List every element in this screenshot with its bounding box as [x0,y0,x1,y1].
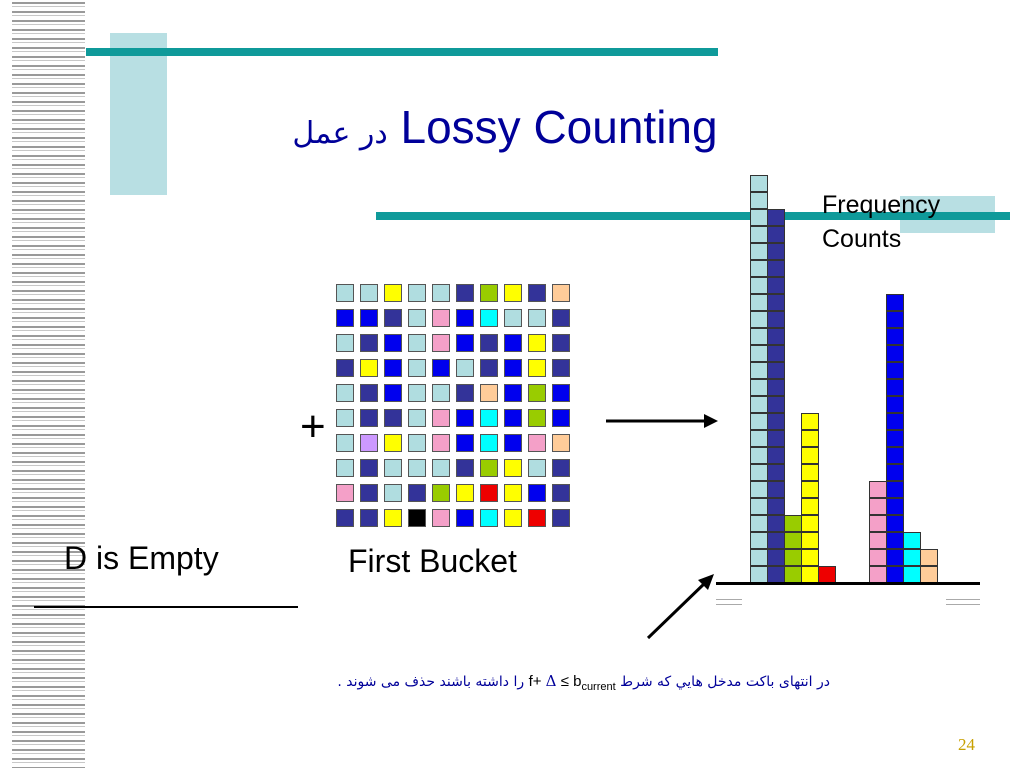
first-bucket-label: First Bucket [348,543,517,579]
bucket-cell-light [336,384,354,402]
bucket-cell-navy [552,334,570,352]
count-block [784,515,802,532]
bucket-cell-light [432,459,450,477]
count-block [767,379,785,396]
diagonal-arrow [640,570,720,645]
bucket-cell-cyan [480,509,498,527]
bucket-cell-light [336,334,354,352]
bucket-cell-pink [432,309,450,327]
count-block [750,243,768,260]
bucket-cell-light [504,309,522,327]
bucket-cell-navy [360,384,378,402]
count-block [869,481,887,498]
count-block [767,413,785,430]
frequency-label-line2: Counts [822,225,902,253]
count-block [801,566,819,583]
count-block [767,243,785,260]
count-block [767,515,785,532]
count-block [869,498,887,515]
count-block [801,464,819,481]
d-is-empty-label: D is Empty [64,540,219,576]
title-accent-block [110,33,167,195]
formula-leq: ≤ [560,673,569,690]
count-block [750,515,768,532]
bucket-cell-pink [528,434,546,452]
bucket-cell-green [480,459,498,477]
page-number: 24 [958,735,975,754]
count-block [767,209,785,226]
count-block [903,549,921,566]
count-block [869,549,887,566]
slide-title-english: Lossy Counting [400,101,718,153]
count-block [903,532,921,549]
bucket-cell-light [528,309,546,327]
count-block [886,566,904,583]
count-block [750,481,768,498]
count-block [750,532,768,549]
bucket-cell-blue [432,359,450,377]
footnote [250,672,830,693]
count-block [886,515,904,532]
bucket-cell-cyan [480,409,498,427]
bucket-cell-light [336,284,354,302]
left-stripe-decoration [12,0,85,768]
bucket-cell-light [408,459,426,477]
bucket-cell-blue [456,509,474,527]
bucket-cell-blue [360,309,378,327]
count-block [886,549,904,566]
bucket-cell-yellow [456,484,474,502]
bucket-cell-blue [384,359,402,377]
count-block [750,549,768,566]
count-block [750,328,768,345]
count-block [801,515,819,532]
count-column-light [750,175,768,583]
bucket-cell-blue [528,484,546,502]
footnote-prefix: در انتهای باکت مدخل هايي که شرط [620,674,830,690]
count-block [886,447,904,464]
count-block [886,532,904,549]
count-block [886,345,904,362]
bucket-cell-pink [432,334,450,352]
bucket-cell-blue [552,384,570,402]
count-block [750,413,768,430]
count-block [750,294,768,311]
bucket-cell-light [336,409,354,427]
count-block [886,362,904,379]
count-block [886,328,904,345]
count-block [767,498,785,515]
bucket-cell-blue [504,359,522,377]
bucket-cell-peach [552,434,570,452]
d-underline [34,606,298,608]
count-column-cyan [903,532,921,583]
count-block [750,277,768,294]
count-block [767,311,785,328]
formula-b-sub: current [581,681,616,693]
count-block [886,498,904,515]
formula-delta: Δ [545,672,557,690]
bucket-cell-red [480,484,498,502]
bucket-cell-blue [504,334,522,352]
count-block [886,430,904,447]
bucket-cell-blue [504,409,522,427]
count-block [767,447,785,464]
bucket-cell-yellow [384,284,402,302]
baseline-mark-right [946,599,980,605]
bucket-cell-green [528,384,546,402]
count-block [886,413,904,430]
first-bucket-grid [336,284,570,527]
bucket-cell-light [408,359,426,377]
bucket-cell-light [336,434,354,452]
count-block [767,532,785,549]
bucket-cell-peach [480,384,498,402]
count-column-peach [920,549,938,583]
bucket-cell-navy [528,284,546,302]
bucket-cell-navy [360,409,378,427]
bucket-cell-blue [504,384,522,402]
slide-title [260,100,750,154]
bucket-cell-red [528,509,546,527]
count-column-red [818,566,836,583]
bucket-cell-light [408,284,426,302]
count-block [750,345,768,362]
bucket-cell-navy [384,409,402,427]
bucket-cell-navy [336,509,354,527]
count-block [801,549,819,566]
count-block [869,515,887,532]
bucket-cell-navy [552,359,570,377]
count-block [767,481,785,498]
bucket-cell-navy [360,459,378,477]
bucket-cell-yellow [504,284,522,302]
count-block [801,481,819,498]
bucket-cell-yellow [528,334,546,352]
count-block [750,362,768,379]
bucket-cell-blue [456,334,474,352]
count-block [801,430,819,447]
count-block [869,532,887,549]
count-block [750,175,768,192]
count-block [784,532,802,549]
count-block [903,566,921,583]
count-block [767,277,785,294]
count-block [767,294,785,311]
count-block [886,311,904,328]
count-block [750,430,768,447]
baseline-mark-left [716,599,742,605]
bucket-cell-navy [408,484,426,502]
bucket-cell-navy [384,309,402,327]
bucket-cell-yellow [384,434,402,452]
formula-b: b [573,673,582,690]
count-block [750,464,768,481]
bucket-cell-light [408,334,426,352]
bucket-cell-cyan [480,309,498,327]
bucket-cell-yellow [504,459,522,477]
top-accent-line [86,48,718,56]
count-block [767,549,785,566]
bucket-cell-lavender [360,434,378,452]
frequency-counts-label [822,188,940,256]
count-column-pink [869,481,887,583]
bucket-cell-light [384,459,402,477]
bucket-cell-navy [552,484,570,502]
bucket-cell-blue [336,309,354,327]
bucket-cell-green [528,409,546,427]
bucket-cell-navy [552,309,570,327]
count-block [920,566,938,583]
bucket-cell-light [432,384,450,402]
count-block [886,481,904,498]
count-block [767,226,785,243]
count-block [767,260,785,277]
bucket-cell-light [360,284,378,302]
count-block [750,226,768,243]
bucket-cell-green [432,484,450,502]
count-block [767,430,785,447]
bucket-cell-navy [480,359,498,377]
slide-title-persian: در عمل [292,116,388,151]
count-block [801,447,819,464]
count-block [750,498,768,515]
bucket-cell-pink [432,434,450,452]
bucket-cell-light [528,459,546,477]
bucket-cell-blue [456,309,474,327]
count-block [767,464,785,481]
footnote-formula [528,672,616,693]
bucket-cell-cyan [480,434,498,452]
count-block [886,396,904,413]
count-block [801,498,819,515]
count-column-green [784,515,802,583]
bucket-cell-light [456,359,474,377]
count-block [750,192,768,209]
count-block [767,396,785,413]
plus-sign: + [300,402,326,451]
bucket-cell-yellow [384,509,402,527]
count-block [750,566,768,583]
count-column-blue [886,294,904,583]
count-block [750,260,768,277]
bucket-cell-light [408,434,426,452]
count-block [920,549,938,566]
bucket-cell-pink [432,409,450,427]
bucket-cell-light [384,484,402,502]
formula-fplus: f+ [528,673,542,690]
count-block [784,566,802,583]
bucket-cell-peach [552,284,570,302]
count-block [801,413,819,430]
count-block [750,209,768,226]
bucket-cell-blue [384,334,402,352]
count-block [818,566,836,583]
count-column-navy [767,209,785,583]
bucket-cell-light [432,284,450,302]
bucket-cell-navy [480,334,498,352]
footnote-suffix: را داشته باشند حذف می شوند . [337,674,525,690]
count-column-yellow [801,413,819,583]
bucket-cell-yellow [504,484,522,502]
count-block [750,396,768,413]
bucket-cell-black [408,509,426,527]
bucket-cell-blue [456,409,474,427]
bucket-cell-blue [456,434,474,452]
bucket-cell-light [408,384,426,402]
bucket-cell-navy [360,334,378,352]
bucket-cell-blue [504,434,522,452]
count-block [869,566,887,583]
bucket-cell-light [408,409,426,427]
count-block [750,311,768,328]
bucket-cell-navy [360,509,378,527]
bucket-cell-yellow [504,509,522,527]
bucket-cell-green [480,284,498,302]
bucket-cell-navy [456,384,474,402]
frequency-label-line1: Frequency [822,191,941,219]
count-block [767,362,785,379]
bucket-cell-blue [552,409,570,427]
count-block [801,532,819,549]
bucket-cell-navy [552,509,570,527]
count-block [886,294,904,311]
count-block [750,379,768,396]
histogram-baseline [716,582,980,585]
bucket-cell-navy [360,484,378,502]
bucket-cell-pink [432,509,450,527]
count-block [767,328,785,345]
bucket-cell-light [336,459,354,477]
count-block [886,464,904,481]
arrow-to-counts [600,408,725,434]
count-block [750,447,768,464]
bucket-cell-light [408,309,426,327]
count-block [784,549,802,566]
bucket-cell-blue [384,384,402,402]
count-block [886,379,904,396]
count-block [767,345,785,362]
bucket-cell-navy [456,284,474,302]
bucket-cell-pink [336,484,354,502]
bucket-cell-yellow [360,359,378,377]
bucket-cell-navy [456,459,474,477]
bucket-cell-navy [552,459,570,477]
bucket-cell-navy [336,359,354,377]
count-block [767,566,785,583]
bucket-cell-yellow [528,359,546,377]
